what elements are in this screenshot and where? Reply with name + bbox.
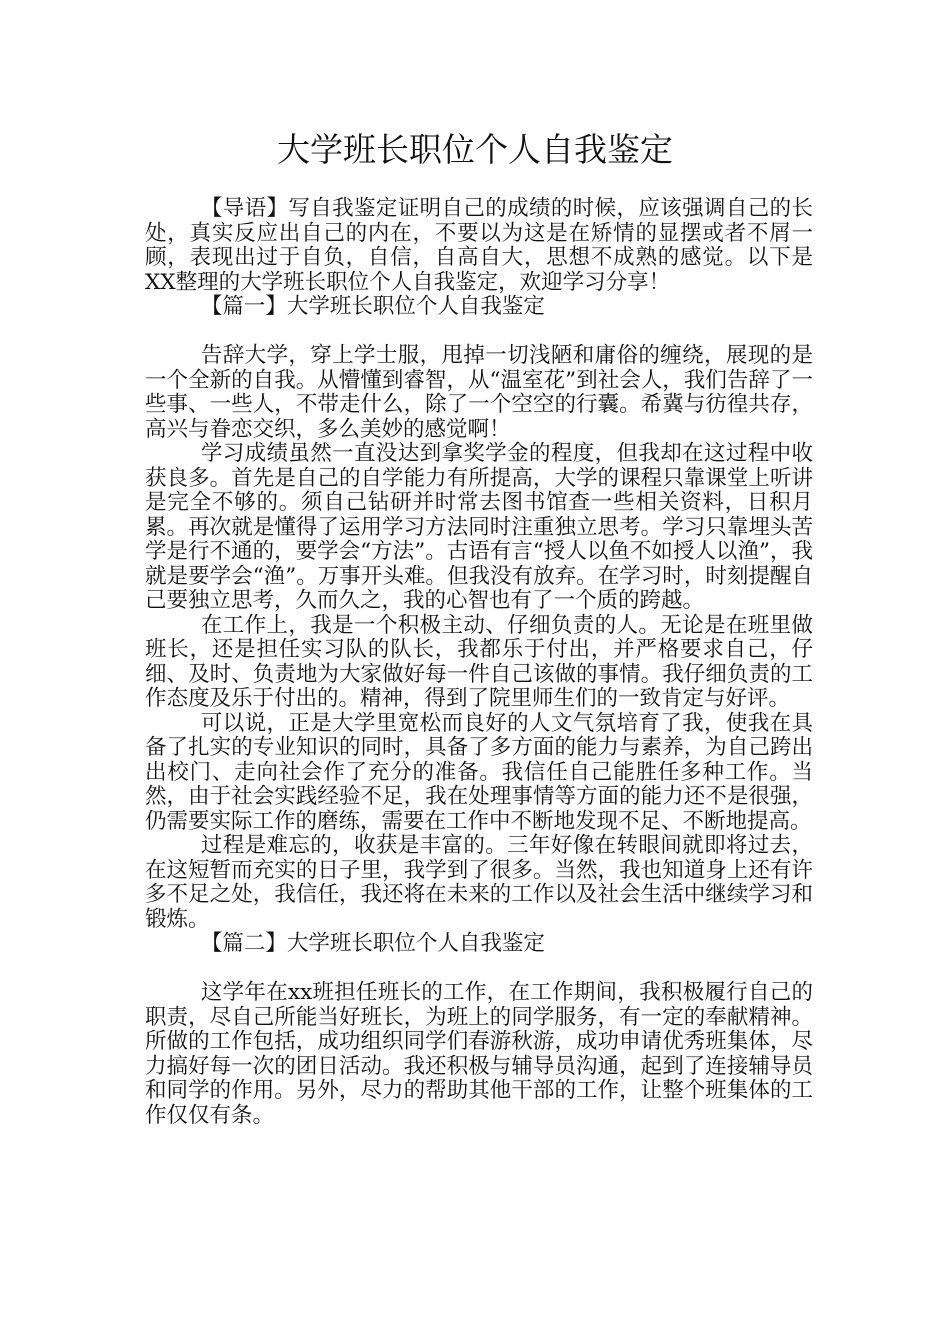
intro-paragraph: 【导语】写自我鉴定证明自己的成绩的时候，应该强调自己的长处，真实反应出自己的内在，不要以为这是在矫情的显摆或者不屑一顾，表现出过于自负，自信，自高自大，思想不成熟的感觉。以下是XX整理的大学班长职位个人自我鉴定，欢迎学习分享！	[145, 196, 813, 295]
section-heading-1: 【篇一】大学班长职位个人自我鉴定	[200, 294, 545, 319]
paragraph: 在工作上，我是一个积极主动、仔细负责的人。无论是在班里做班长，还是担任实习队的队长，我都乐于付出，并严格要求自己，仔细、及时、负责地为大家做好每一件自己该做的事情。我仔细负责的工作态度及乐于付出的。精神，得到了院里师生们的一致肯定与好评。	[145, 612, 813, 711]
section-spacer	[145, 320, 813, 345]
paragraph: 告辞大学，穿上学士服，甩掉一切浅陋和庸俗的缠绕，展现的是一个全新的自我。从懵懂到睿智，从“温室花”到社会人，我们告辞了一些事、一些人，不带走什么，除了一个空空的行囊。希冀与彷徨共存，高兴与眷恋交织，多么美妙的感觉啊！	[145, 343, 813, 442]
paragraph: 可以说，正是大学里宽松而良好的人文气氛培育了我，使我在具备了扎实的专业知识的同时，具备了多方面的能力与素养，为自己跨出出校门、走向社会作了充分的准备。我信任自己能胜任多种工作。当然，由于社会实践经验不足，我在处理事情等方面的能力还不是很强，仍需要实际工作的磨练，需要在工作中不断地发现不足、不断地提高。	[145, 710, 813, 834]
section-spacer	[145, 957, 813, 982]
document-title: 大学班长职位个人自我鉴定	[277, 130, 673, 169]
paragraph: 过程是难忘的，收获是丰富的。三年好像在转眼间就即将过去，在这短暂而充实的日子里，我学到了很多。当然，我也知道身上还有许多不足之处，我信任，我还将在未来的工作以及社会生活中继续学习和锻炼。	[145, 833, 813, 932]
section-heading-2: 【篇二】大学班长职位个人自我鉴定	[200, 931, 545, 956]
document-body	[145, 197, 813, 1128]
paragraph: 这学年在xx班担任班长的工作，在工作期间，我积极履行自己的职责，尽自己所能当好班长，为班上的同学服务，有一定的奉献精神。所做的工作包括，成功组织同学们春游秋游，成功申请优秀班集体，尽力搞好每一次的团日活动。我还积极与辅导员沟通，起到了连接辅导员和同学的作用。另外，尽力的帮助其他干部的工作，让整个班集体的工作仅仅有条。	[145, 980, 813, 1128]
paragraph: 学习成绩虽然一直没达到拿奖学金的程度，但我却在这过程中收获良多。首先是自己的自学能力有所提高，大学的课程只靠课堂上听讲是完全不够的。须自己钻研并时常去图书馆查一些相关资料，日积月累。再次就是懂得了运用学习方法同时注重独立思考。学习只靠埋头苦学是行不通的，要学会“方法”。古语有言“授人以鱼不如授人以渔”，我就是要学会“渔”。万事开头难。但我没有放弃。在学习时，时刻提醒自己要独立思考，久而久之，我的心智也有了一个质的跨越。	[145, 441, 813, 613]
